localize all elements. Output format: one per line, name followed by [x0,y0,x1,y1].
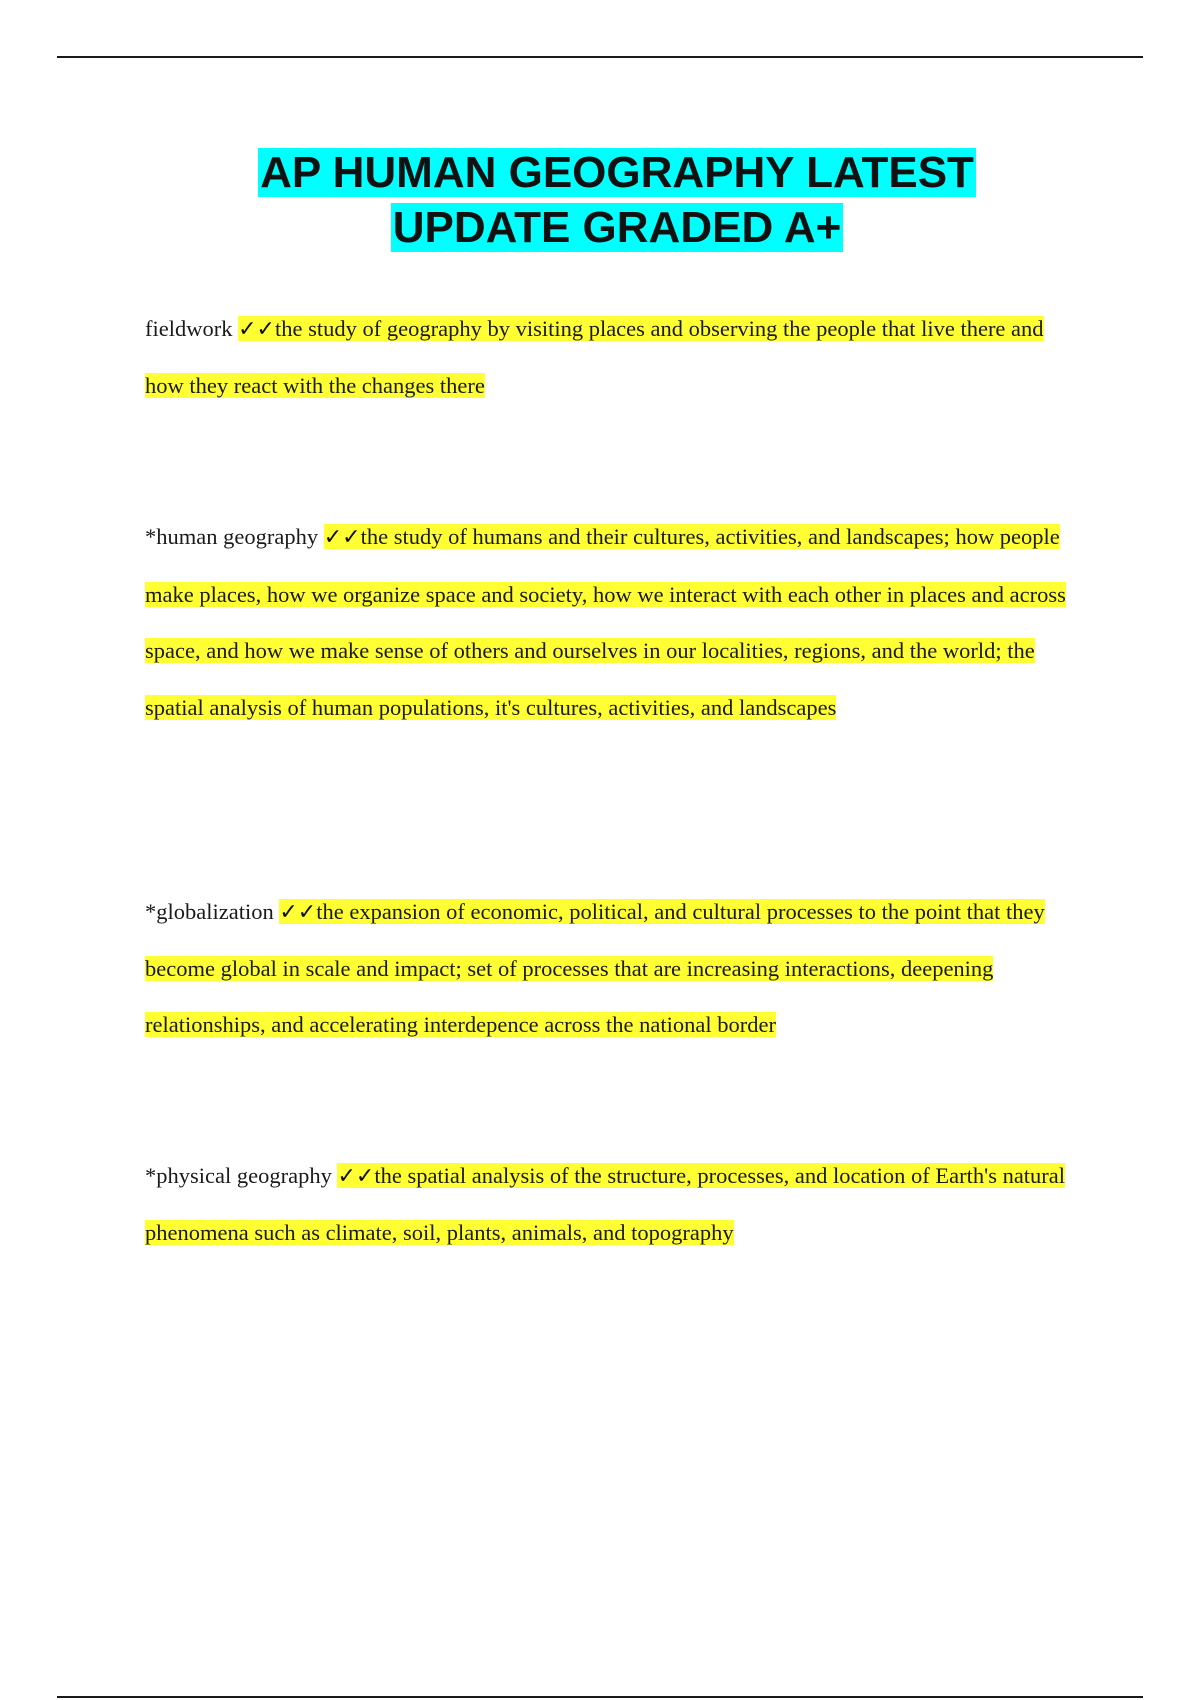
entry-definition: the study of geography by visiting places and observing the people that live there and how they react with the changes there [145,316,1044,398]
entry-fieldwork [145,301,1075,414]
entry-term: *physical geography [145,1163,338,1188]
top-rule [57,56,1143,58]
double-check-icon: ✓✓ [238,317,275,342]
entry-definition: the study of humans and their cultures, activities, and landscapes; how people make places, how we organize space and society, how we interact with each other in places and across space, and how we make sense of others and ourselves in our localities, regions, and the world; the spatial analysis of human populations, it's cultures, activities, and landscapes [145,524,1066,720]
entry-globalization [145,884,1075,1053]
double-check-icon: ✓✓ [337,1164,375,1189]
entry-term: fieldwork [145,316,239,341]
entry-definition: the expansion of economic, political, and cultural processes to the point that they become global in scale and impact; set of processes that are increasing interactions, deepening relationships, and accelerating interdepence across the national border [145,899,1045,1037]
entry-physical-geography [145,1148,1075,1261]
document-title [0,145,1200,255]
entry-definition: the spatial analysis of the structure, processes, and location of Earth's natural phenomena such as climate, soil, plants, animals, and topography [145,1163,1066,1245]
bottom-rule [57,1696,1143,1698]
entry-human-geography [145,509,1075,736]
entry-term: *human geography [145,524,324,549]
double-check-icon: ✓✓ [279,900,317,925]
title-line-1: AP HUMAN GEOGRAPHY LATEST [260,148,974,197]
title-line-2: UPDATE GRADED A+ [392,203,842,252]
entry-term: *globalization [145,899,280,924]
double-check-icon: ✓✓ [323,525,361,550]
